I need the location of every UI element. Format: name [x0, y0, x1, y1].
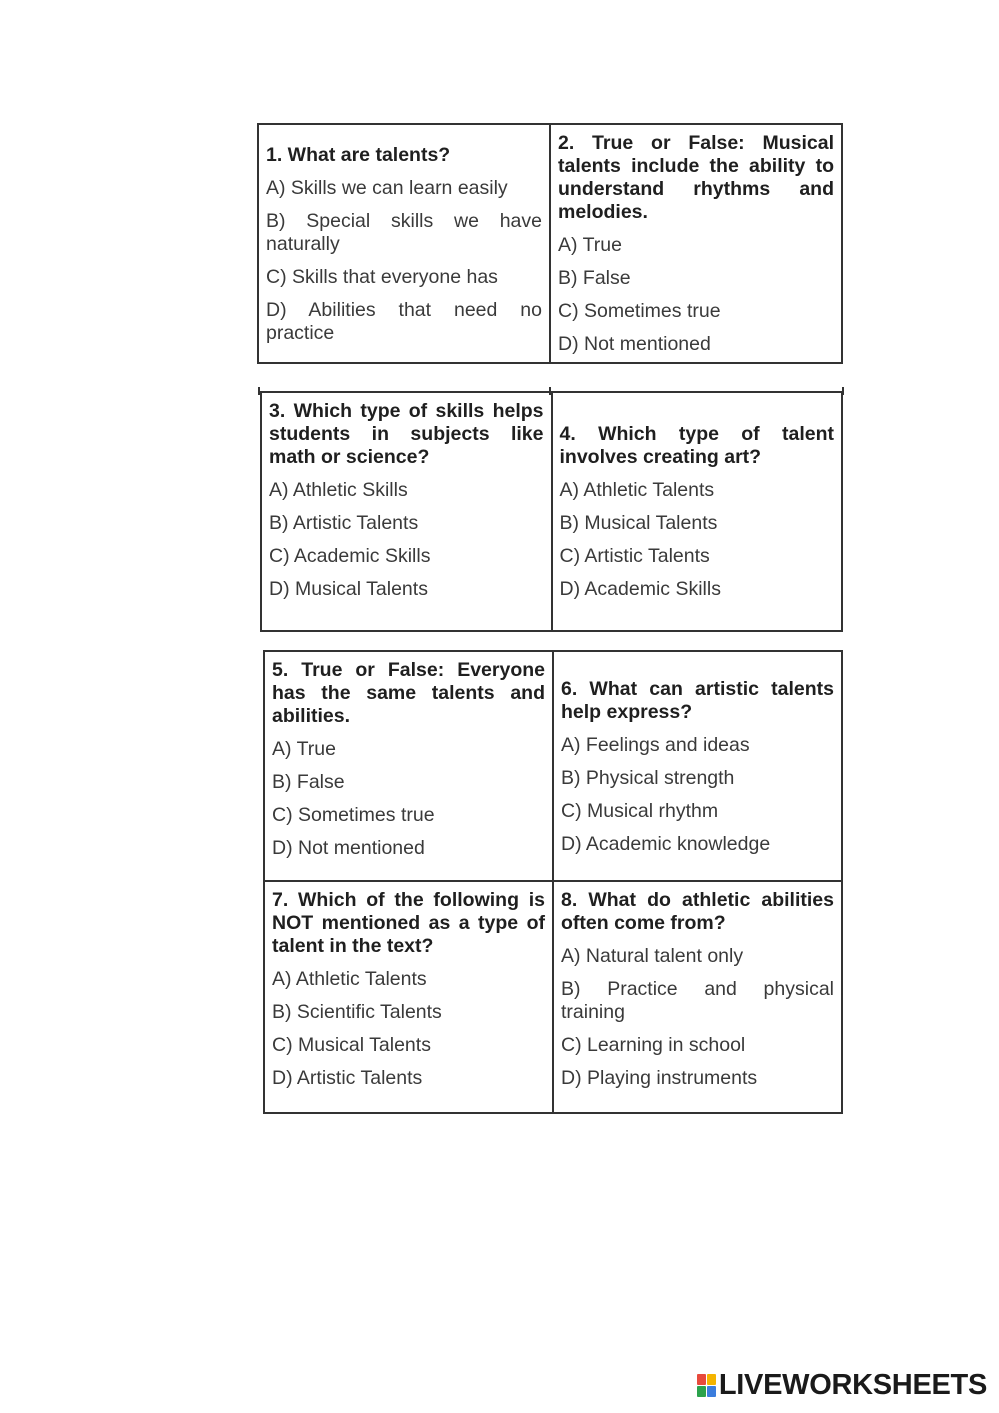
option-d[interactable]: D) Abilities that need no practice — [266, 298, 542, 344]
option-c[interactable]: C) Skills that everyone has — [266, 265, 498, 288]
option-a[interactable]: A) Athletic Talents — [272, 968, 427, 990]
option-b[interactable]: B) Artistic Talents — [269, 512, 419, 534]
option-c[interactable]: C) Sometimes true — [558, 300, 721, 322]
question-cell-6 — [553, 651, 842, 881]
option-b[interactable]: B) Scientific Talents — [272, 1001, 442, 1023]
question-text: 8. What do athletic abilities often come from? — [561, 889, 834, 934]
option-d[interactable]: D) Not mentioned — [272, 837, 425, 859]
question-cell-2 — [550, 124, 842, 363]
question-text: 7. Which of the following is NOT mentioned as a type of talent in the text? — [272, 889, 545, 957]
question-text: 2. True or False: Musical talents include the ability to understand rhythms and melodies. — [558, 132, 834, 223]
option-d[interactable]: D) Playing instruments — [561, 1067, 758, 1089]
question-text: 4. Which type of talent involves creating art? — [559, 423, 834, 468]
question-table-2 — [260, 391, 843, 632]
option-d[interactable]: D) Musical Talents — [269, 578, 428, 600]
option-a[interactable]: A) Natural talent only — [561, 945, 744, 967]
option-a[interactable]: A) Athletic Skills — [269, 479, 408, 501]
option-c[interactable]: C) Sometimes true — [272, 804, 435, 826]
option-c[interactable]: C) Artistic Talents — [559, 545, 710, 567]
question-cell-8 — [553, 881, 842, 1113]
logo-text: LIVEWORKSHEETS — [718, 1368, 987, 1401]
question-cell-1 — [258, 124, 550, 363]
option-b[interactable]: B) Musical Talents — [559, 512, 718, 534]
liveworksheets-logo[interactable] — [697, 1369, 987, 1401]
option-a[interactable]: A) True — [558, 234, 622, 256]
question-table-3 — [263, 650, 843, 1114]
option-b[interactable]: B) Practice and physical training — [561, 978, 834, 1023]
question-text: 3. Which type of skills helps students in subjects like math or science? — [269, 400, 544, 468]
question-cell-7 — [264, 881, 553, 1113]
logo-square — [707, 1386, 716, 1397]
question-cell-4 — [552, 392, 843, 631]
option-d[interactable]: D) Artistic Talents — [272, 1067, 423, 1089]
option-d[interactable]: D) Not mentioned — [558, 333, 711, 355]
question-text: 6. What can artistic talents help express? — [561, 677, 834, 723]
option-b[interactable]: B) False — [558, 267, 631, 289]
option-b[interactable]: B) Physical strength — [561, 766, 735, 789]
question-cell-5 — [264, 651, 553, 881]
logo-mark-icon — [697, 1374, 716, 1397]
question-table-1 — [257, 123, 843, 364]
option-b[interactable]: B) False — [272, 771, 345, 793]
option-c[interactable]: C) Learning in school — [561, 1034, 746, 1056]
option-a[interactable]: A) Skills we can learn easily — [266, 176, 508, 199]
option-a[interactable]: A) Athletic Talents — [559, 479, 715, 501]
logo-square — [697, 1386, 706, 1397]
question-text: 1. What are talents? — [266, 143, 451, 166]
logo-square — [697, 1374, 706, 1385]
question-text: 5. True or False: Everyone has the same talents and abilities. — [272, 659, 545, 727]
option-d[interactable]: D) Academic knowledge — [561, 832, 771, 855]
option-a[interactable]: A) Feelings and ideas — [561, 733, 750, 756]
option-c[interactable]: C) Musical Talents — [272, 1034, 431, 1056]
question-cell-3 — [261, 392, 552, 631]
option-a[interactable]: A) True — [272, 738, 336, 760]
option-b[interactable]: B) Special skills we have naturally — [266, 209, 542, 255]
option-c[interactable]: C) Musical rhythm — [561, 799, 719, 822]
logo-square — [707, 1374, 716, 1385]
option-d[interactable]: D) Academic Skills — [559, 578, 721, 600]
option-c[interactable]: C) Academic Skills — [269, 545, 431, 567]
